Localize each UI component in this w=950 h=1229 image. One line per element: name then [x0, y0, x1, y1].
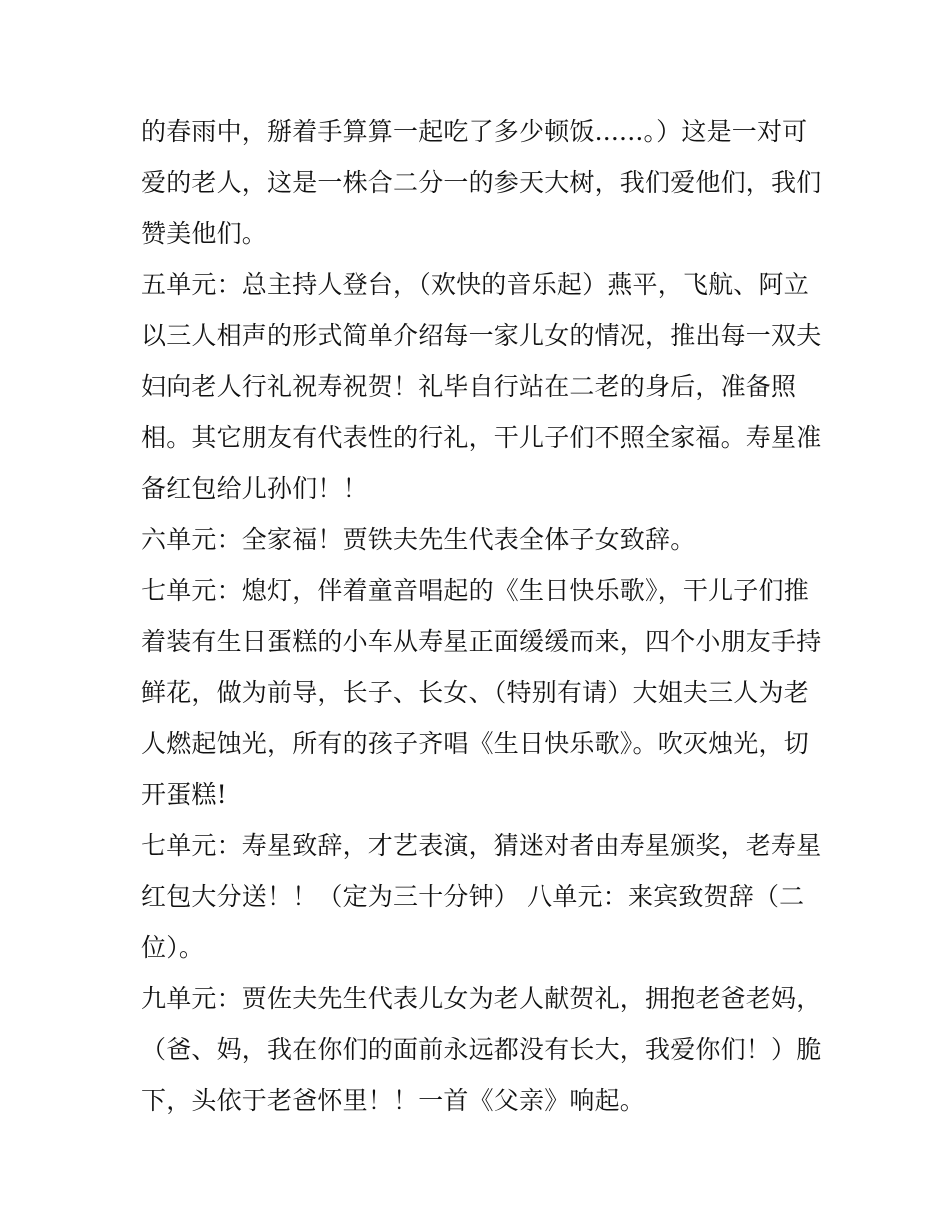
text-line: 五单元：总主持人登台，（欢快的音乐起）燕平，飞航、阿立: [141, 270, 809, 299]
text-line: 开蛋糕!: [141, 780, 227, 809]
text-line: 以三人相声的形式简单介绍每一家儿女的情况，推出每一双夫: [141, 321, 822, 350]
text-line: 的春雨中，掰着手算算一起吃了多少顿饭......。）这是一对可: [141, 117, 808, 146]
text-line: 相。其它朋友有代表性的行礼，干儿子们不照全家福。寿星准: [141, 423, 822, 452]
text-line: 九单元：贾佐夫先生代表儿女为老人献贺礼，拥抱老爸老妈，: [141, 984, 822, 1013]
text-line: 鲜花，做为前导，长子、长女、（特别有请）大姐夫三人为老: [141, 678, 809, 707]
text-line: 备红包给儿孙们！！: [141, 474, 368, 503]
text-line: 六单元：全家福！贾铁夫先生代表全体子女致辞。: [141, 525, 696, 554]
text-line: 赞美他们。: [141, 219, 268, 248]
text-line: （爸、妈，我在你们的面前永远都没有长大，我爱你们！）脆: [141, 1035, 822, 1064]
text-line: 位）。: [141, 933, 205, 962]
text-line: 下，头依于老爸怀里！！一首《父亲》响起。: [141, 1086, 646, 1115]
text-line: 七单元：熄灯，伴着童音唱起的《生日快乐歌》，干儿子们推: [141, 576, 809, 605]
text-line: 着装有生日蛋糕的小车从寿星正面缓缓而来，四个小朋友手持: [141, 627, 822, 656]
document-body: [141, 106, 822, 1126]
text-line: 爱的老人，这是一株合二分一的参天大树，我们爱他们，我们: [141, 168, 822, 197]
text-line: 妇向老人行礼祝寿祝贺！礼毕自行站在二老的身后，准备照: [141, 372, 797, 401]
text-line: 红包大分送！！（定为三十分钟） 八单元：来宾致贺辞（二: [141, 882, 805, 911]
text-line: 七单元：寿星致辞，才艺表演，猜迷对者由寿星颁奖，老寿星: [141, 831, 822, 860]
text-line: 人燃起蚀光，所有的孩子齐唱《生日快乐歌》。吹灭烛光，切: [141, 729, 809, 758]
